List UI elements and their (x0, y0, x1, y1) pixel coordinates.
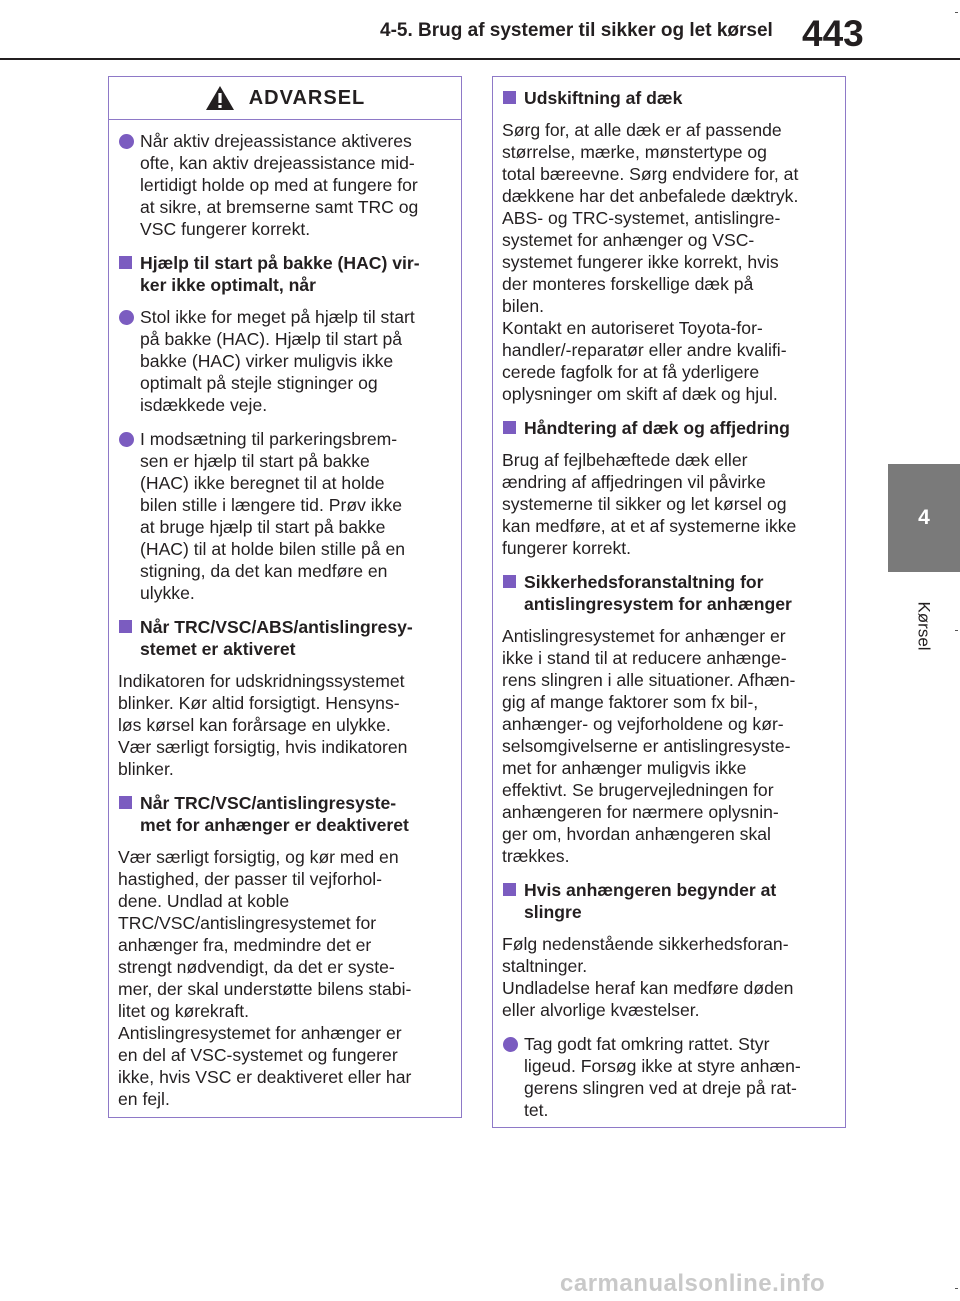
text-line: Kontakt en autoriseret Toyota-for- (502, 318, 763, 338)
chapter-label-text: Kørsel (915, 601, 934, 651)
text-line: Vær særligt forsigtig, og kør med en (118, 847, 399, 867)
paragraph (502, 119, 835, 405)
text-line: bakke (HAC) virker muligvis ikke (140, 351, 394, 371)
bullet-circle-icon (119, 134, 134, 149)
text-line: at sikre, at bremserne samt TRC og (140, 197, 419, 217)
text-line: systemerne til sikker og let kørsel og (502, 494, 787, 514)
heading-line: Sikkerhedsforanstaltning for (524, 572, 764, 592)
text-line: anhænger- og vejforholdene og kør- (502, 714, 784, 734)
text-line: VSC fungerer korrekt. (140, 219, 311, 239)
text-line: dene. Undlad at koble (118, 891, 290, 911)
warning-bullet (118, 428, 451, 604)
text-line: Sørg for, at alle dæk er af passende (502, 120, 782, 140)
info-box (492, 76, 846, 1128)
text-line: Når aktiv drejeassistance aktiveres (140, 131, 412, 151)
section-heading (502, 879, 835, 923)
warning-bullet (118, 306, 451, 416)
text-line: ligeud. Forsøg ikke at styre anhæn- (524, 1056, 801, 1076)
text-line: optimalt på stejle stigninger og (140, 373, 378, 393)
chapter-tab[interactable] (888, 464, 960, 572)
text-line: en fejl. (118, 1089, 170, 1109)
heading-square-icon (119, 256, 132, 269)
paragraph (118, 846, 451, 1110)
text-line: Brug af fejlbehæftede dæk eller (502, 450, 748, 470)
text-line: Antislingresystemet for anhænger er (502, 626, 786, 646)
text-line: Stol ikke for meget på hjælp til start (140, 307, 415, 327)
chapter-number: 4 (918, 506, 930, 529)
text-line: på bakke (HAC). Hjælp til start på (140, 329, 403, 349)
text-line: ABS- og TRC-systemet, antislingre- (502, 208, 781, 228)
warning-triangle-icon (205, 85, 235, 111)
heading-line: stemet er aktiveret (140, 639, 296, 659)
text-line: strengt nødvendigt, da det er syste- (118, 957, 395, 977)
heading-square-icon (503, 575, 516, 588)
text-line: rens slingren i alle situationer. Afhæn- (502, 670, 796, 690)
watermark: carmanualsonline.info (560, 1270, 826, 1297)
section-title: 4-5. Brug af systemer til sikker og let kørsel (380, 20, 773, 41)
text-line: ikke i stand til at reducere anhænge- (502, 648, 787, 668)
section-heading (118, 792, 451, 836)
text-line: I modsætning til parkeringsbrem- (140, 429, 398, 449)
text-line: selsomgivelserne er antislingresyste- (502, 736, 791, 756)
text-line: litet og kørekraft. (118, 1001, 250, 1021)
text-line: effektivt. Se brugervejledningen for (502, 780, 774, 800)
text-line: størrelse, mærke, mønstertype og (502, 142, 767, 162)
bullet-circle-icon (503, 1037, 518, 1052)
text-line: dækkene har det anbefalede dæktryk. (502, 186, 799, 206)
heading-line: Når TRC/VSC/antislingresyste- (140, 793, 397, 813)
chapter-label (888, 576, 960, 676)
text-line: der monteres forskellige dæk på (502, 274, 754, 294)
heading-line: antislingresystem for anhænger (524, 594, 792, 614)
text-line: blinker. Kør altid forsigtigt. Hensyns- (118, 693, 400, 713)
text-line: løs kørsel kan forårsage en ulykke. (118, 715, 391, 735)
text-line: tet. (524, 1100, 549, 1120)
warning-label: ADVARSEL (248, 86, 366, 109)
text-line: anhængeren for nærmere oplysnin- (502, 802, 779, 822)
text-line: TRC/VSC/antislingresystemet for (118, 913, 377, 933)
header-rule (0, 58, 960, 60)
text-line: hastighed, der passer til vejforhol- (118, 869, 383, 889)
page-number: 443 (802, 13, 864, 54)
text-line: staltninger. (502, 956, 588, 976)
heading-line: met for anhænger er deaktiveret (140, 815, 409, 835)
text-line: ofte, kan aktiv drejeassistance mid- (140, 153, 415, 173)
warning-bullet (118, 130, 451, 240)
paragraph (502, 625, 835, 867)
text-line: (HAC) til at holde bilen stille på en (140, 539, 406, 559)
bullet-circle-icon (119, 432, 134, 447)
text-line: ikke, hvis VSC er deaktiveret eller har (118, 1067, 412, 1087)
text-line: at bruge hjælp til start på bakke (140, 517, 386, 537)
text-line: blinker. (118, 759, 174, 779)
text-line: systemet for anhænger og VSC- (502, 230, 755, 250)
heading-line: slingre (524, 902, 582, 922)
text-line: sen er hjælp til start på bakke (140, 451, 370, 471)
heading-line: Når TRC/VSC/ABS/antislingresy- (140, 617, 413, 637)
paragraph (118, 670, 451, 780)
section-heading (118, 252, 451, 296)
text-line: oplysninger om skift af dæk og hjul. (502, 384, 778, 404)
text-line: systemet fungerer ikke korrekt, hvis (502, 252, 779, 272)
heading-line: Udskiftning af dæk (524, 88, 683, 108)
text-line: ændring af affjedringen vil påvirke (502, 472, 766, 492)
text-line: fungerer korrekt. (502, 538, 632, 558)
heading-line: Håndtering af dæk og affjedring (524, 418, 790, 438)
text-line: isdækkede veje. (140, 395, 268, 415)
edge-tick (955, 630, 958, 631)
text-line: anhænger fra, medmindre det er (118, 935, 372, 955)
heading-square-icon (503, 91, 516, 104)
text-line: Indikatoren for udskridningssystemet (118, 671, 405, 691)
text-line: ulykke. (140, 583, 195, 603)
text-line: en del af VSC-systemet og fungerer (118, 1045, 398, 1065)
heading-square-icon (119, 796, 132, 809)
text-line: bilen. (502, 296, 545, 316)
text-line: cerede fagfolk for at få yderligere (502, 362, 760, 382)
text-line: total bæreevne. Sørg endvidere for, at (502, 164, 799, 184)
section-heading (502, 571, 835, 615)
heading-line: Hvis anhængeren begynder at (524, 880, 777, 900)
info-bullet (502, 1033, 835, 1121)
heading-line: Hjælp til start på bakke (HAC) vir- (140, 253, 420, 273)
section-heading (502, 87, 835, 109)
text-line: lertidigt holde op med at fungere for (140, 175, 418, 195)
text-line: Undladelse heraf kan medføre døden (502, 978, 794, 998)
text-line: trækkes. (502, 846, 570, 866)
text-line: Følg nedenstående sikkerhedsforan- (502, 934, 789, 954)
heading-square-icon (503, 421, 516, 434)
text-line: met for anhænger muligvis ikke (502, 758, 747, 778)
text-line: gerens slingren ved at dreje på rat- (524, 1078, 797, 1098)
text-line: mer, der skal understøtte bilens stabi- (118, 979, 412, 999)
paragraph (502, 933, 835, 1021)
section-heading (118, 616, 451, 660)
text-line: kan medføre, at et af systemerne ikke (502, 516, 797, 536)
text-line: Tag godt fat omkring rattet. Styr (524, 1034, 770, 1054)
edge-tick (955, 1288, 958, 1289)
section-heading (502, 417, 835, 439)
heading-square-icon (503, 883, 516, 896)
bullet-circle-icon (119, 310, 134, 325)
heading-line: ker ikke optimalt, når (140, 275, 317, 295)
text-line: bilen stille i længere tid. Prøv ikke (140, 495, 403, 515)
warning-box (108, 76, 462, 1118)
text-line: Vær særligt forsigtig, hvis indikatoren (118, 737, 408, 757)
text-line: (HAC) ikke beregnet til at holde (140, 473, 385, 493)
text-line: stigning, da det kan medføre en (140, 561, 388, 581)
text-line: gig af mange faktorer som fx bil-, (502, 692, 759, 712)
text-line: eller alvorlige kvæstelser. (502, 1000, 700, 1020)
edge-tick (955, 12, 958, 13)
heading-square-icon (119, 620, 132, 633)
warning-banner (109, 77, 461, 120)
paragraph (502, 449, 835, 559)
text-line: ger om, hvordan anhængeren skal (502, 824, 771, 844)
text-line: Antislingresystemet for anhænger er (118, 1023, 402, 1043)
text-line: handler/-reparatør eller andre kvalifi- (502, 340, 787, 360)
